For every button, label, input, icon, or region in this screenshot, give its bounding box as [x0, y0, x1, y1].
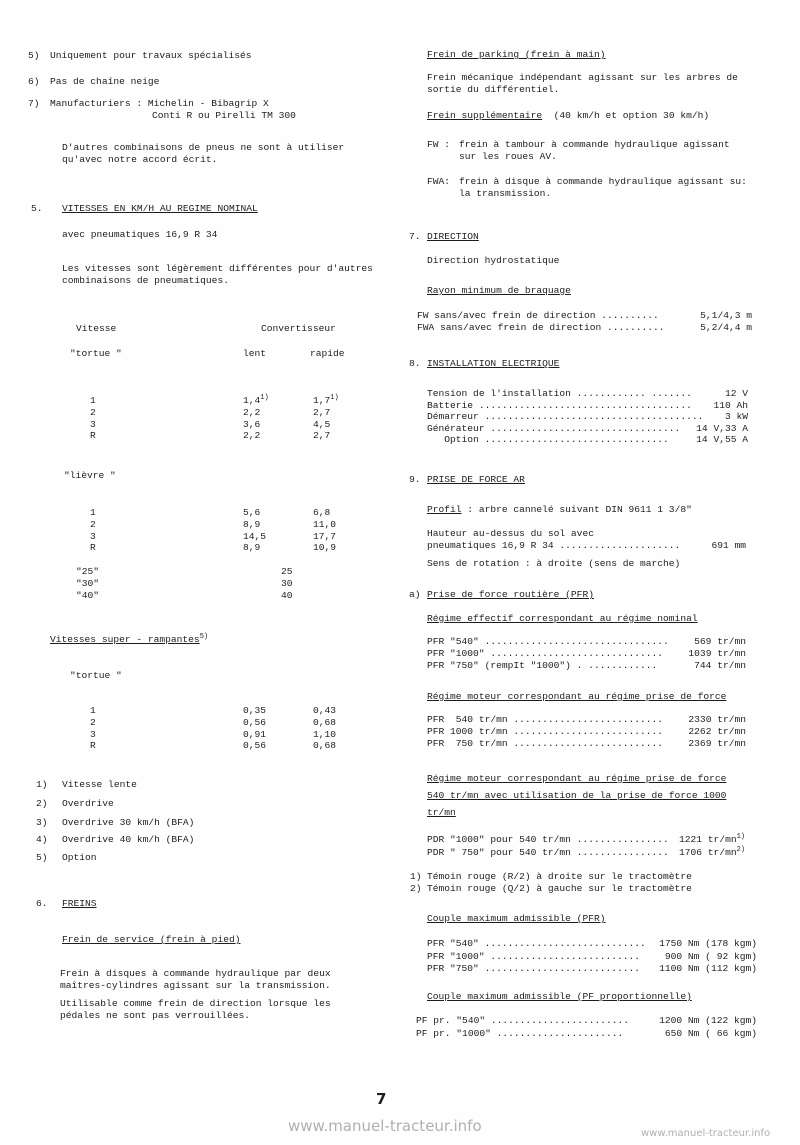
gear-label: R: [90, 740, 96, 752]
speed-rapide: 2,7: [313, 406, 331, 418]
section-7-number: 7.: [409, 231, 421, 242]
subsection-a-label: a): [409, 589, 421, 600]
note-text: Uniquement pour travaux spécialisés: [50, 50, 252, 61]
service-brake-text: Frein à disques à commande hydraulique par deux maîtres-cylindres agissant sur la transmission.: [60, 968, 331, 991]
speed-rapide: 0,68: [313, 716, 337, 728]
section-6-title: FREINS: [62, 898, 97, 909]
speed-rapide: 0,43: [313, 705, 337, 716]
option-gear-label: "40": [76, 590, 100, 601]
temoin-text: Témoin rouge (R/2) à droite sur le tractomètre: [427, 871, 692, 882]
row-value: 744 tr/mn: [694, 660, 746, 671]
row-label: PFR 750 tr/mn ..........................: [427, 738, 664, 749]
fwa-text: frein à disque à commande hydraulique agissant su: la transmission.: [459, 176, 747, 199]
temoin-text: Témoin rouge (Q/2) à gauche sur le tractomètre: [427, 882, 692, 894]
gear-label: 2: [90, 716, 96, 728]
speed-rapide: 6,8: [313, 507, 331, 518]
section-9-title: PRISE DE FORCE AR: [427, 474, 525, 485]
row-label: PDR "1000" pour 540 tr/mn ................: [427, 834, 669, 845]
row-label: PFR "1000" ..............................: [427, 648, 664, 659]
row-label: PFR 1000 tr/mn ..........................: [427, 726, 664, 737]
row-label: FWA sans/avec frein de direction ..........: [417, 321, 665, 333]
gear-label: 1: [90, 507, 96, 518]
row-label: PFR "540" ................................: [427, 636, 669, 647]
watermark-right: www.manuel-tracteur.info: [641, 1128, 771, 1139]
lievre-label: "lièvre ": [64, 470, 116, 481]
moteur-title: Régime moteur correspondant au régime prise de force: [427, 691, 727, 702]
other-combos-text: D'autres combinaisons de pneus ne sont à utiliser qu'avec notre accord écrit.: [62, 142, 345, 165]
row-value: 5,2/4,4 m: [700, 321, 752, 333]
footnote-number: 1): [36, 779, 48, 790]
header-lent: lent: [243, 348, 267, 359]
footnote-text: Overdrive 30 km/h (BFA): [62, 817, 195, 828]
couple-title: Couple maximum admissible (PFR): [427, 913, 606, 924]
row-label: PF pr. "1000" ......................: [416, 1027, 624, 1039]
row-label: Générateur .................................: [427, 422, 681, 434]
row-value: 3 kW: [724, 411, 748, 422]
section-6-number: 6.: [36, 898, 48, 909]
option-speed: 25: [281, 566, 293, 577]
footnote-text: Overdrive: [62, 798, 114, 809]
gear-label: R: [90, 542, 96, 554]
row-label: PF pr. "540" ........................: [416, 1015, 630, 1026]
parking-brake-title: Frein de parking (frein à main): [427, 49, 606, 60]
row-value: 2262 tr/mn: [688, 726, 746, 737]
rayon-title: Rayon minimum de braquage: [427, 285, 571, 296]
speed-rapide: 4,5: [313, 418, 331, 430]
speed-rapide: 2,7: [313, 430, 331, 442]
row-value: 900 Nm ( 92 kgm): [664, 950, 757, 962]
row-label: Batterie .....................................: [427, 399, 692, 411]
row-label: Tension de l'installation ............ .......: [427, 388, 692, 399]
row-value: 110 Ah: [713, 399, 748, 411]
row-value: 1221 $tr/mn^{1)}$: [679, 833, 745, 845]
section-7-title: DIRECTION: [427, 231, 479, 242]
speed-rapide: 1,10: [313, 728, 337, 740]
speed-lent-sup: 1): [260, 394, 269, 402]
moteur2-title: Régime moteur correspondant au régime prise de force 540 tr/mn avec utilisation de la prise de force 1000 tr/mn: [427, 773, 727, 818]
row-value-sup: 1): [736, 833, 745, 841]
speed-lent: 14,5: [243, 530, 267, 542]
speed-rapide: 1,7$^{1)}$: [313, 394, 339, 406]
speed-lent: 2,2: [243, 406, 261, 418]
row-label: PFR 540 tr/mn ..........................: [427, 714, 664, 725]
speed-rapide: 0,68: [313, 740, 337, 752]
speed-lent: 3,6: [243, 418, 261, 430]
sens-rotation: Sens de rotation : à droite (sens de marche): [427, 558, 681, 569]
row-value: 5,1/4,3 m: [700, 310, 752, 321]
gear-label: 2: [90, 406, 96, 418]
speed-lent: 0,56: [243, 716, 267, 728]
option-speed: 30: [281, 578, 293, 589]
row-value: 1200 Nm (122 kgm): [659, 1015, 757, 1026]
subsection-a-title: Prise de force routière (PFR): [427, 589, 594, 600]
row-label: PFR "540" ............................: [427, 938, 646, 949]
gear-label: 1: [90, 395, 96, 406]
footnote-number: 4): [36, 834, 48, 845]
row-label: Démarreur ......................................: [427, 411, 704, 422]
footnote-number: 2): [36, 798, 48, 809]
super-rampantes-title: Vitesses super - rampantes$^{5)}$: [50, 633, 209, 645]
hauteur-value: 691 mm: [711, 540, 746, 551]
speed-rapide: 11,0: [313, 518, 337, 530]
row-value: 12 V: [724, 388, 748, 399]
row-value: 2369 tr/mn: [688, 738, 746, 749]
gear-label: 3: [90, 530, 96, 542]
header-vitesse: Vitesse: [76, 323, 117, 334]
hauteur-text: Hauteur au-dessus du sol avec pneumatiques 16,9 R 34 .....................: [427, 528, 681, 551]
row-label: PFR "750" (rempIt "1000") . ............: [427, 660, 658, 671]
option-gear-label: "30": [76, 578, 100, 589]
fw-text: frein à tambour à commande hydraulique agissant sur les roues AV.: [459, 139, 730, 162]
row-value: 14 V,33 A: [696, 422, 748, 434]
row-value: 2330 tr/mn: [688, 714, 746, 725]
gear-label: 3: [90, 418, 96, 430]
note-text: Pas de chaîne neige: [50, 76, 160, 87]
option-speed: 40: [281, 590, 293, 601]
speed-lent: 8,9: [243, 542, 261, 554]
diff-text: Les vitesses sont légèrement différentes pour d'autres combinaisons de pneumatiques.: [62, 263, 373, 286]
service-brake-title: Frein de service (frein à pied): [62, 934, 241, 945]
speed-lent: 2,2: [243, 430, 261, 442]
speed-lent: 0,35: [243, 705, 267, 716]
fw-label: FW :: [427, 139, 451, 150]
note7-line2: Conti R ou Pirelli TM 300: [152, 110, 296, 121]
speed-rapide: 17,7: [313, 530, 337, 542]
gear-label: 2: [90, 518, 96, 530]
row-value: 1039 tr/mn: [688, 648, 746, 659]
row-value: 569 tr/mn: [694, 636, 746, 647]
row-value: 1100 Nm (112 kgm): [659, 963, 757, 974]
speed-rapide-sup: 1): [330, 394, 339, 402]
parking-brake-text: Frein mécanique indépendant agissant sur les arbres de sortie du différentiel.: [427, 72, 738, 95]
section-5-title: VITESSES EN KM/H AU REGIME NOMINAL: [62, 203, 258, 214]
footnote-text: Option: [62, 852, 97, 863]
footnote-number: 5): [36, 852, 48, 863]
temoin-number: 2): [410, 882, 422, 894]
couple2-title: Couple maximum admissible (PF proportionnelle): [427, 991, 692, 1002]
note-number: 5): [28, 50, 40, 61]
regime-title: Régime effectif correspondant au régime nominal: [427, 613, 698, 624]
profil-line: Profil : arbre cannelé suivant DIN 9611 1 3/8": [427, 504, 692, 515]
row-label: PFR "750" ...........................: [427, 963, 641, 974]
row-label: Option ................................: [427, 434, 669, 445]
section-8-number: 8.: [409, 358, 421, 369]
gear-label: 1: [90, 705, 96, 716]
row-value: 1750 Nm (178 kgm): [659, 938, 757, 949]
section-5-number: 5.: [31, 203, 43, 214]
direction-text: Direction hydrostatique: [427, 255, 560, 266]
row-value: 1706 $tr/mn^{2)}$: [679, 846, 745, 858]
service-brake-text-2: Utilisable comme frein de direction lorsque les pédales ne sont pas verrouillées.: [60, 998, 331, 1021]
footnote-text: Vitesse lente: [62, 779, 137, 790]
option-gear-label: "25": [76, 566, 100, 577]
tyres-text: avec pneumatiques 16,9 R 34: [62, 229, 218, 240]
speed-lent: 5,6: [243, 507, 261, 518]
row-label: FW sans/avec frein de direction ..........: [417, 310, 659, 321]
gear-label: R: [90, 430, 96, 442]
page-number: 7: [376, 1090, 387, 1108]
speed-lent: 0,56: [243, 740, 267, 752]
section-8-title: INSTALLATION ELECTRIQUE: [427, 358, 560, 369]
tortue-label: "tortue ": [70, 348, 122, 359]
watermark-center: www.manuel-tracteur.info: [288, 1117, 482, 1135]
speed-lent: 8,9: [243, 518, 261, 530]
speed-rapide: 10,9: [313, 542, 337, 554]
super-tortue-label: "tortue ": [70, 670, 122, 681]
speed-lent: 1,4$^{1)}$: [243, 394, 269, 406]
section-9-number: 9.: [409, 474, 421, 485]
row-value: 14 V,55 A: [696, 434, 748, 445]
header-convertisseur: Convertisseur: [261, 323, 336, 334]
row-label: PFR "1000" ..........................: [427, 950, 641, 962]
footnote-text: Overdrive 40 km/h (BFA): [62, 834, 195, 845]
note-number: 7): [28, 98, 40, 109]
temoin-number: 1): [410, 871, 422, 882]
speed-lent: 0,91: [243, 728, 267, 740]
row-label: PDR " 750" pour 540 tr/mn ................: [427, 847, 669, 858]
header-rapide: rapide: [310, 348, 345, 359]
footnote-number: 3): [36, 817, 48, 828]
row-value-sup: 2): [736, 846, 745, 854]
row-value: 650 Nm ( 66 kgm): [664, 1027, 757, 1039]
note-text: Manufacturiers : Michelin - Bibagrip X: [50, 98, 269, 109]
supplementary-brake: Frein supplémentaire (40 km/h et option 30 km/h): [427, 110, 710, 121]
note-number: 6): [28, 76, 40, 87]
fwa-label: FWA:: [427, 176, 451, 187]
gear-label: 3: [90, 728, 96, 740]
